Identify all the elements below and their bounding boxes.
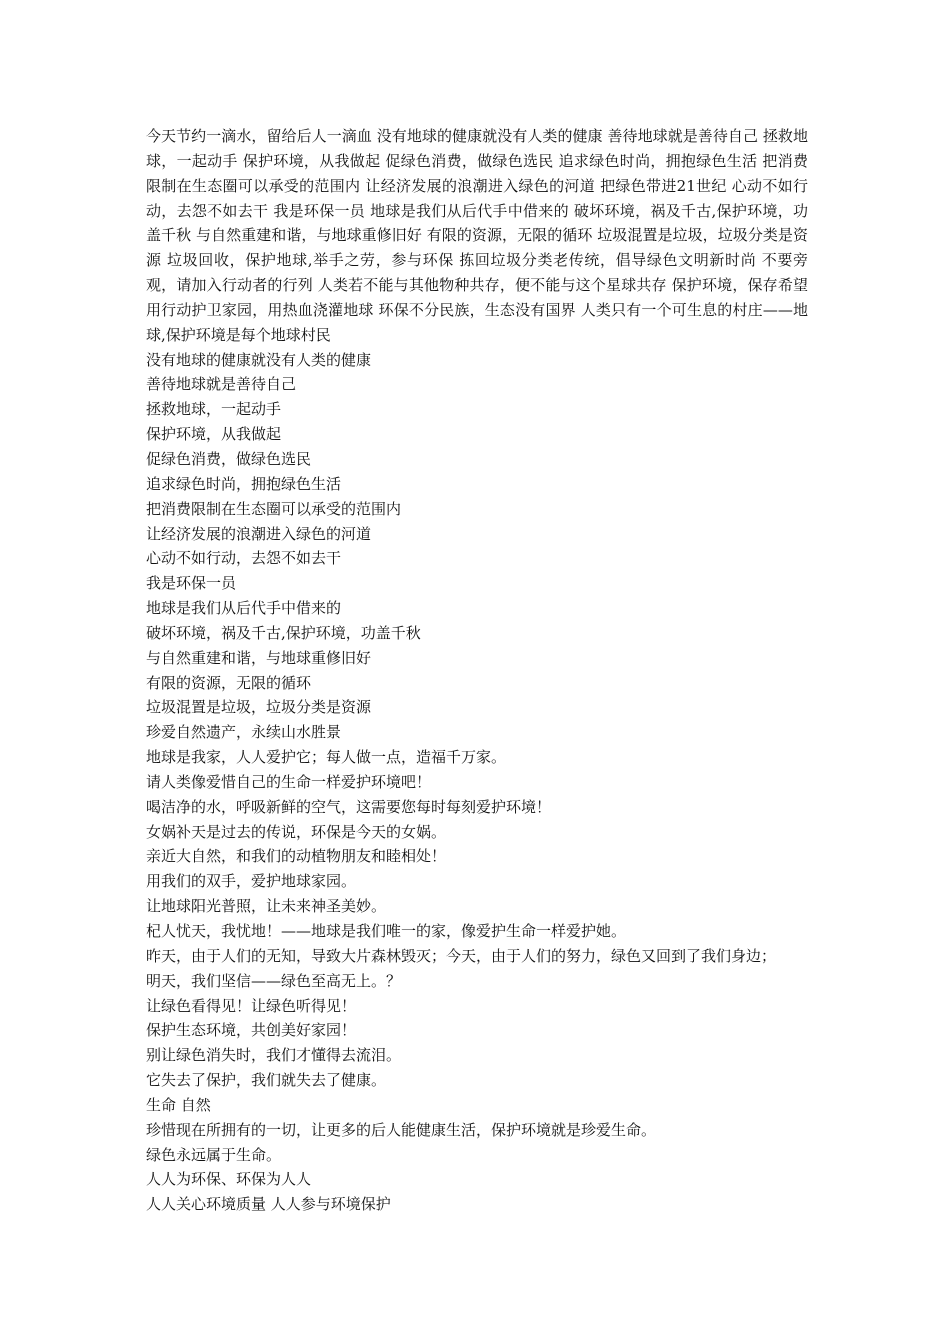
slogan-line-26: 明天，我们坚信——绿色至高无上。？ (146, 971, 402, 990)
slogan-line-9: 心动不如行动，去怨不如去干 (146, 549, 342, 568)
slogan-line-30: 它失去了保护，我们就失去了健康。 (146, 1071, 387, 1090)
slogan-line-34: 人人为环保、环保为人人 (146, 1170, 312, 1189)
slogan-line-35: 人人关心环境质量 人人参与环境保护 (146, 1195, 391, 1214)
slogan-line-13: 与自然重建和谐，与地球重修旧好 (146, 648, 372, 667)
intro-paragraph: 今天节约一滴水，留给后人一滴血 没有地球的健康就没有人类的健康 善待地球就是善待自己 拯救地球，一起动手 保护环境，从我做起 促绿色消费，做绿色选民 追求绿色时尚，拥抱绿色生活 把消费限制在生态圈可以承受的范围内 让经济发展的浪潮进入绿色的河道 把绿色带进21世纪 心动不如行动，去怨不如去干 我是环保一员 地球是我们从后代手中借来的 破坏环境，祸及千古,保护环境，功盖千秋 与自然重建和谐，与地球重修旧好 有限的资源，无限的循环 垃圾混置是垃圾，垃圾分类是资源 垃圾回收，保护地球,举手之劳，参与环保 拣回垃圾分类老传统，倡导绿色文明新时尚 不要旁观，请加入行动者的行列 人类若不能与其他物种共存，便不能与这个星球共存 保护环境，保存希望 用行动护卫家园，用热血浇灌地球 环保不分民族，生态没有国界 人类只有一个可生息的村庄——地球,保护环境是每个地球村民 (146, 127, 808, 344)
slogan-line-12: 破坏环境，祸及千古,保护环境，功盖千秋 (146, 623, 421, 642)
slogan-line-33: 绿色永远属于生命。 (146, 1145, 282, 1164)
slogan-line-22: 用我们的双手，爱护地球家园。 (146, 872, 357, 891)
document-body (146, 124, 808, 1217)
slogan-line-25: 昨天，由于人们的无知，导致大片森林毁灭；今天，由于人们的努力，绿色又回到了我们身边； (146, 946, 777, 965)
slogan-line-18: 请人类像爱惜自己的生命一样爱护环境吧！ (146, 772, 432, 791)
slogan-line-4: 保护环境，从我做起 (146, 425, 282, 444)
slogan-line-15: 垃圾混置是垃圾，垃圾分类是资源 (146, 698, 372, 717)
slogan-line-1: 没有地球的健康就没有人类的健康 (146, 350, 372, 369)
slogan-line-2: 善待地球就是善待自己 (146, 375, 297, 394)
slogan-line-21: 亲近大自然，和我们的动植物朋友和睦相处！ (146, 847, 447, 866)
slogan-line-29: 别让绿色消失时，我们才懂得去流泪。 (146, 1046, 402, 1065)
slogan-line-19: 喝洁净的水，呼吸新鲜的空气，这需要您每时每刻爱护环境！ (146, 797, 552, 816)
slogan-line-7: 把消费限制在生态圈可以承受的范围内 (146, 499, 402, 518)
slogan-line-11: 地球是我们从后代手中借来的 (146, 599, 342, 618)
slogan-line-16: 珍爱自然遗产，永续山水胜景 (146, 723, 342, 742)
slogan-line-17: 地球是我家，人人爱护它；每人做一点，造福千万家。 (146, 748, 507, 767)
slogan-line-5: 促绿色消费，做绿色选民 (146, 449, 312, 468)
slogan-line-23: 让地球阳光普照，让未来神圣美妙。 (146, 897, 387, 916)
slogan-line-3: 拯救地球，一起动手 (146, 400, 282, 419)
slogan-line-14: 有限的资源，无限的循环 (146, 673, 312, 692)
slogan-line-6: 追求绿色时尚，拥抱绿色生活 (146, 474, 342, 493)
slogan-line-10: 我是环保一员 (146, 574, 237, 593)
slogan-line-8: 让经济发展的浪潮进入绿色的河道 (146, 524, 372, 543)
slogan-line-24: 杞人忧天，我忧地！——地球是我们唯一的家，像爱护生命一样爱护她。 (146, 922, 627, 940)
slogan-line-28: 保护生态环境，共创美好家园！ (146, 1021, 357, 1040)
slogan-line-27: 让绿色看得见！让绿色听得见！ (146, 996, 357, 1015)
slogan-line-32: 珍惜现在所拥有的一切，让更多的后人能健康生活，保护环境就是珍爱生命。 (146, 1120, 657, 1139)
slogan-line-31: 生命 自然 (146, 1095, 211, 1114)
slogan-line-20: 女娲补天是过去的传说，环保是今天的女娲。 (146, 822, 447, 841)
